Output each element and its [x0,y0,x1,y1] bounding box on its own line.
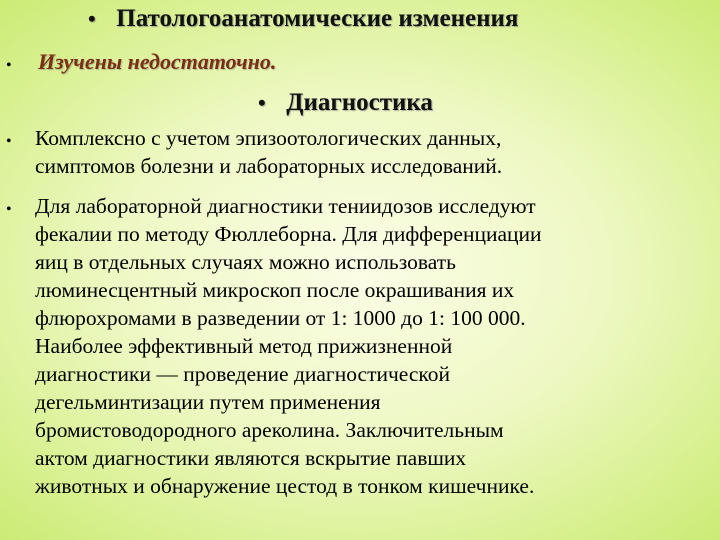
paragraph-complex-diagnosis [35,124,715,180]
heading-diagnostics [258,88,433,118]
heading-pathology [88,4,518,34]
heading-bullet: • [258,90,266,115]
paragraph-line: диагностики — проведение диагностической [35,362,451,386]
paragraph-line: животных и обнаружение цестод в тонком кишечнике. [35,474,535,498]
paragraph-line: Комплексно с учетом эпизоотологических данных, [35,126,502,150]
paragraph-line: флюрохромами в разведении от 1: 1000 до 1: 100 000. [35,306,526,330]
bullet-glyph: • [6,57,12,74]
heading-bullet: • [88,6,96,31]
heading-pathology-text: Патологоанатомические изменения [116,5,519,32]
paragraph-line: люминесцентный микроскоп после окрашивания их [35,278,515,302]
paragraph-line: дегельминтизации путем применения [35,390,381,414]
bullet-glyph: • [6,133,12,150]
paragraph-line: бромистоводородного ареколина. Заключительным [35,418,504,442]
heading-diagnostics-text: Диагностика [286,89,433,116]
paragraph-line: Для лабораторной диагностики тениидозов исследуют [35,194,536,218]
paragraph-line: симптомов болезни и лабораторных исследований. [35,154,503,178]
paragraph-line: яиц в отдельных случаях можно использовать [35,250,456,274]
paragraph-line: фекалии по методу Фюллеборна. Для дифференциации [35,222,542,246]
bullet-glyph: • [6,201,12,218]
paragraph-line: актом диагностики являются вскрытие павших [35,446,467,470]
paragraph-lab-diagnosis [35,192,715,500]
paragraph-line: Наиболее эффективный метод прижизненной [35,334,453,358]
subtitle-insufficiently-studied: Изучены недостаточно. [38,49,277,74]
